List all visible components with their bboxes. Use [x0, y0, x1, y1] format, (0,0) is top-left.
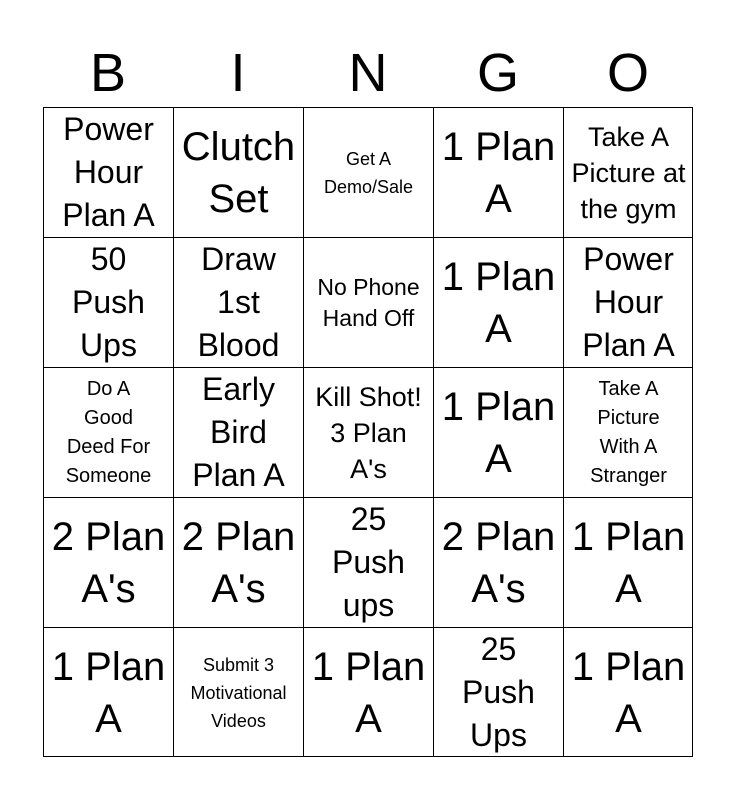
bingo-cell-r1-c3[interactable]	[303, 107, 433, 237]
bingo-cell-r4-c1[interactable]	[43, 497, 173, 627]
bingo-cell-r1-c1[interactable]	[43, 107, 173, 237]
header-letter-i: I	[230, 43, 246, 103]
bingo-grid	[43, 107, 693, 757]
bingo-cell-text: Submit 3 Motivational Videos	[190, 654, 287, 731]
header-letter-b: B	[89, 43, 127, 103]
bingo-cell-text: 2 Plan A's	[441, 514, 556, 611]
bingo-cell-r2-c1[interactable]	[43, 237, 173, 367]
bingo-cell-r4-c5[interactable]	[563, 497, 693, 627]
bingo-cell-text: No Phone Hand Off	[317, 273, 420, 331]
bingo-cell-r3-c2[interactable]	[173, 367, 303, 497]
bingo-cell-text: Do A Good Deed For Someone	[65, 377, 152, 487]
bingo-cell-text: Power Hour Plan A	[582, 241, 675, 363]
bingo-cell-r5-c5[interactable]	[563, 627, 693, 757]
bingo-cell-r2-c2[interactable]	[173, 237, 303, 367]
bingo-cell-text: Early Bird Plan A	[192, 371, 285, 493]
bingo-cell-r1-c4[interactable]	[433, 107, 563, 237]
bingo-header	[43, 40, 693, 106]
bingo-cell-text: 1 Plan A	[441, 384, 556, 481]
bingo-cell-text: Kill Shot! 3 Plan A's	[315, 381, 422, 484]
bingo-cell-r3-c4[interactable]	[433, 367, 563, 497]
bingo-cell-text: 1 Plan A	[571, 514, 686, 611]
bingo-cell-text: 2 Plan A's	[51, 514, 166, 611]
bingo-cell-r1-c2[interactable]	[173, 107, 303, 237]
bingo-cell-text: 25 Push Ups	[462, 631, 535, 753]
bingo-cell-text: Get A Demo/Sale	[323, 148, 414, 197]
bingo-cell-text: Clutch Set	[181, 124, 296, 221]
bingo-cell-r5-c2[interactable]	[173, 627, 303, 757]
bingo-cell-r5-c1[interactable]	[43, 627, 173, 757]
bingo-cell-r4-c4[interactable]	[433, 497, 563, 627]
bingo-cell-r4-c3[interactable]	[303, 497, 433, 627]
bingo-cell-r3-c3[interactable]	[303, 367, 433, 497]
bingo-cell-r3-c1[interactable]	[43, 367, 173, 497]
bingo-cell-text: 1 Plan A	[441, 124, 556, 221]
bingo-cell-text: 2 Plan A's	[181, 514, 296, 611]
bingo-cell-r2-c4[interactable]	[433, 237, 563, 367]
header-letter-o: O	[606, 43, 649, 103]
bingo-cell-text: Take A Picture With A Stranger	[590, 377, 667, 487]
bingo-cell-text: Take A Picture at the gym	[571, 121, 686, 224]
header-letter-n: N	[348, 43, 388, 103]
bingo-cell-text: 1 Plan A	[441, 254, 556, 351]
bingo-cell-r1-c5[interactable]	[563, 107, 693, 237]
bingo-cell-text: 1 Plan A	[571, 644, 686, 741]
bingo-cell-text: 1 Plan A	[51, 644, 166, 741]
bingo-cell-r5-c3[interactable]	[303, 627, 433, 757]
bingo-cell-text: Draw 1st Blood	[197, 241, 280, 363]
bingo-cell-text: 1 Plan A	[311, 644, 426, 741]
bingo-cell-r5-c4[interactable]	[433, 627, 563, 757]
bingo-cell-text: Power Hour Plan A	[62, 111, 155, 233]
bingo-cell-text: 25 Push ups	[332, 501, 405, 623]
header-letter-g: G	[476, 43, 519, 103]
bingo-cell-r4-c2[interactable]	[173, 497, 303, 627]
bingo-cell-r2-c3[interactable]	[303, 237, 433, 367]
bingo-cell-r2-c5[interactable]	[563, 237, 693, 367]
bingo-cell-r3-c5[interactable]	[563, 367, 693, 497]
bingo-cell-text: 50 Push Ups	[72, 241, 145, 363]
